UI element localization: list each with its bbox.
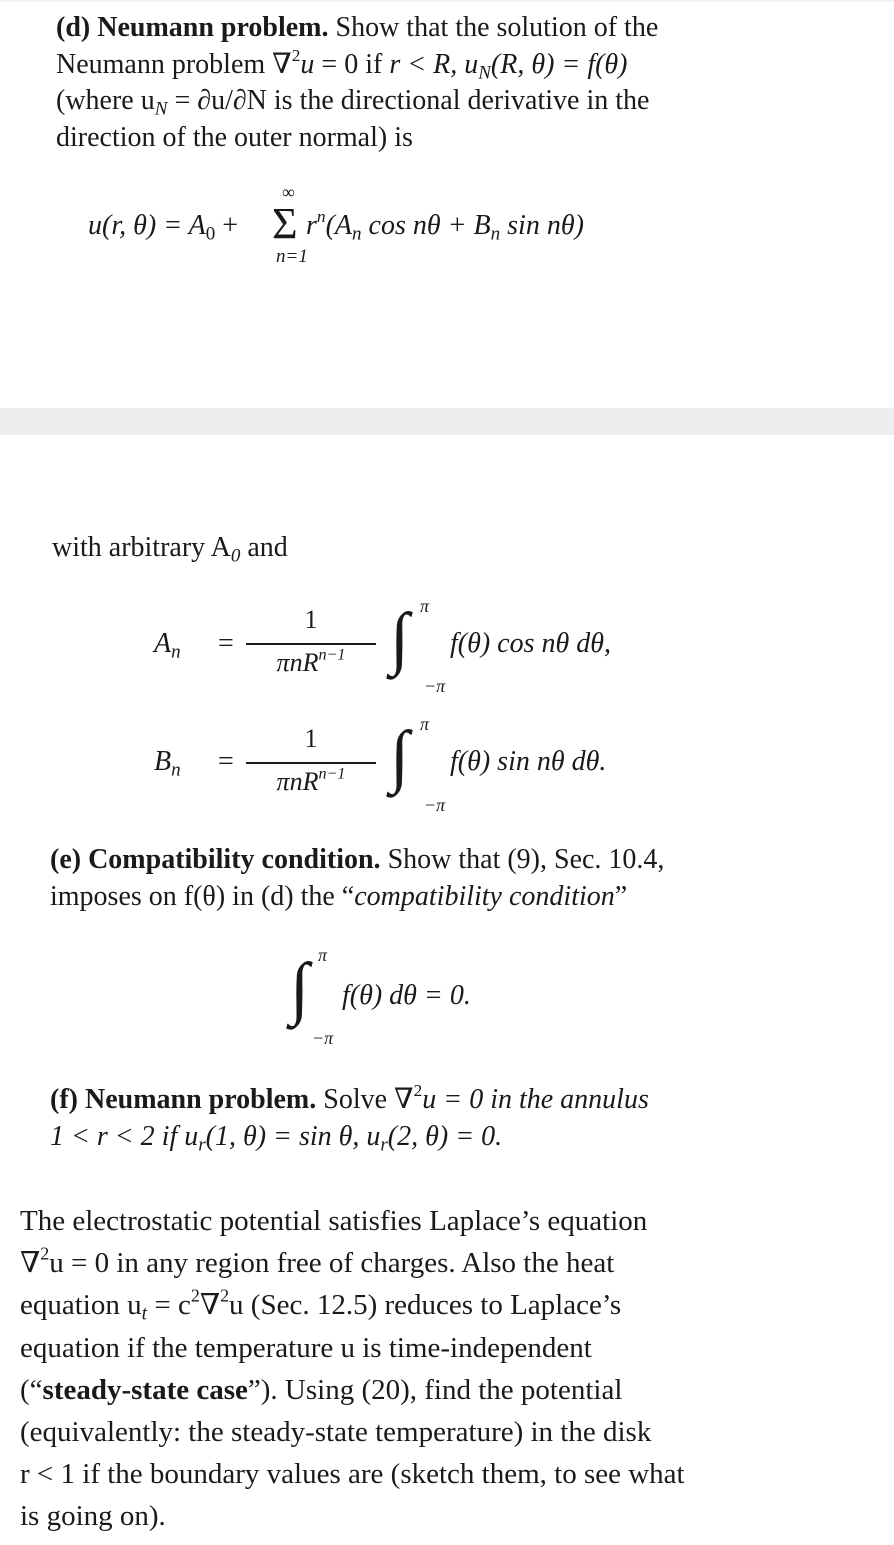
sum-symbol: Σ <box>272 199 298 248</box>
bn-integral-upper: π <box>420 714 430 734</box>
bn-integral-sign: ∫ <box>390 718 410 795</box>
bn-fraction-numerator: 1 <box>304 724 318 753</box>
paragraph-line-7: r < 1 if the boundary values are (sketch them, to see what <box>20 1458 685 1491</box>
bn-integrand: f(θ) sin nθ dθ. <box>450 746 607 777</box>
bn-integral-lower: −π <box>424 795 446 815</box>
problem-f-line-1: (f) Neumann problem. Solve ∇$^2$u = 0 in the annulus <box>50 1080 649 1115</box>
an-integral-sign: ∫ <box>390 600 410 677</box>
bn-label: $B_n$ <box>154 746 181 781</box>
an-fraction-bar <box>246 643 376 645</box>
problem-e-line-2: imposes on f(θ) in (d) the “compatibility condition” <box>50 880 628 912</box>
problem-d-text <box>56 10 716 156</box>
problem-d-label: (d) Neumann problem. <box>56 12 329 43</box>
problem-f-line-2: 1 < r < 2 if $u_r(1$, θ) = sin θ, $u_r(2$, θ) = 0. <box>50 1120 503 1155</box>
problem-e-text <box>50 842 830 915</box>
compat-integral-sign: ∫ <box>290 950 310 1027</box>
series-equation-lhs: u(r, $\theta) = A_0$ + <box>88 210 238 245</box>
paragraph-line-5: (“steady-state case”). Using (20), find the potential <box>20 1373 623 1406</box>
bn-equals: = <box>218 746 234 777</box>
paragraph-line-3: equation $u_t = c^2\nabla^2u$ (Sec. 12.5) reduces to Laplace’s <box>20 1285 622 1325</box>
an-integral-upper: π <box>420 596 430 616</box>
compat-integral-lower: −π <box>312 1028 334 1048</box>
arbitrary-a0-line: with arbitrary $A_0$ and <box>52 532 288 567</box>
top-edge-line <box>0 0 894 2</box>
problem-d-line-4: direction of the outer normal) is <box>56 121 413 153</box>
problem-d-line-1: (d) Neumann problem. Show that the solution of the <box>56 12 659 43</box>
paragraph-line-1: The electrostatic potential satisfies Laplace’s equation <box>20 1205 648 1237</box>
problem-e-line-1: (e) Compatibility condition. Show that (9), Sec. 10.4, <box>50 844 665 875</box>
sum-upper-limit: ∞ <box>282 182 295 202</box>
bn-fraction-bar <box>246 762 376 764</box>
page-break-band <box>0 408 894 435</box>
problem-f-text <box>50 1082 830 1155</box>
an-fraction-denominator: πnR$^{n-1}$ <box>276 646 346 677</box>
an-integral-lower: −π <box>424 676 446 696</box>
an-label: $A_n$ <box>154 628 181 663</box>
bn-fraction-denominator: πnR$^{n-1}$ <box>276 765 346 796</box>
paragraph-line-4: equation if the temperature u is time-independent <box>20 1331 592 1364</box>
problem-d-line-2: Neumann problem ∇$^2$u = 0 if r < R, $u_N(R$, θ) = f(θ) <box>56 45 628 83</box>
series-equation-body: $r^n(A_n$ $\cos n\theta + B_n$ sin nθ) <box>306 206 584 245</box>
compat-integrand: f(θ) dθ = 0. <box>342 980 471 1011</box>
laplace-intro-paragraph <box>20 1200 835 1538</box>
an-fraction-numerator: 1 <box>304 605 318 634</box>
an-equals: = <box>218 628 234 659</box>
an-integrand: f(θ) cos nθ dθ, <box>450 628 612 659</box>
paragraph-line-2: ∇$^2$u = 0 in any region free of charges. Also the heat <box>20 1243 615 1280</box>
paragraph-line-8: is going on). <box>20 1500 166 1533</box>
problem-d-line-3: (where $u_N = \partial u/\partial N$ is the directional derivative in the <box>56 85 650 120</box>
sum-lower-limit: n=1 <box>276 246 308 267</box>
paragraph-line-6: (equivalently: the steady-state temperature) in the disk <box>20 1416 652 1449</box>
compat-integral-upper: π <box>318 945 328 965</box>
